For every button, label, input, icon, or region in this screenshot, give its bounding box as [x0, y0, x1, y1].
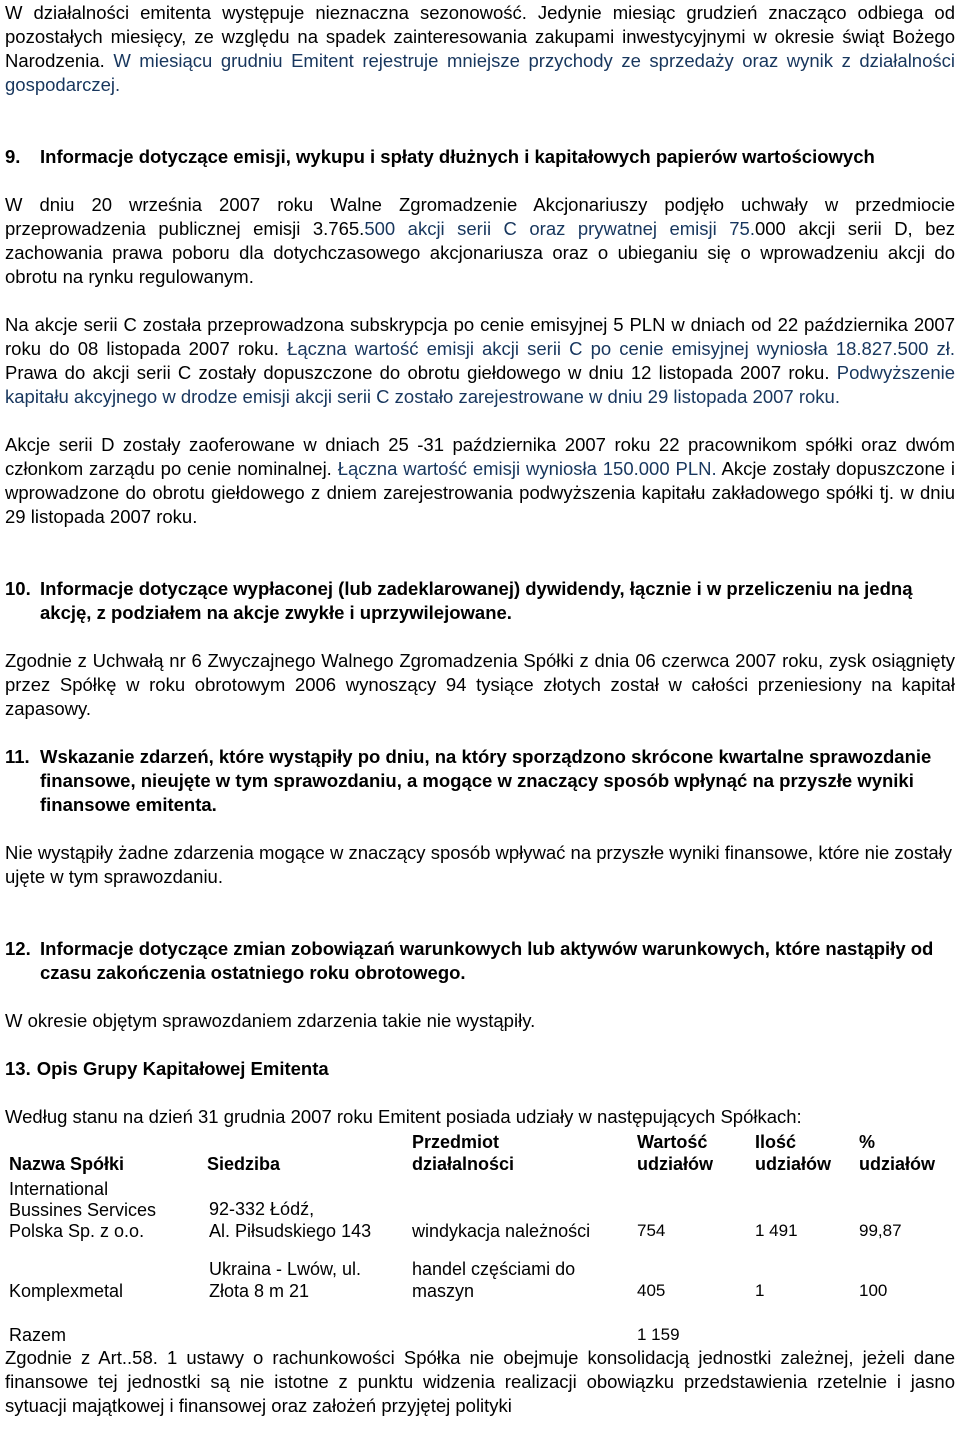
s9-p3-a: Akcje serii D zostały zaoferowane w dniach 25 -31 października 2007 roku 22 pracownikom spółki oraz dwóm członkom zarządu po cenie nominalnej. — [5, 434, 955, 479]
cell-activity: handel częściami do maszyn — [412, 1259, 576, 1301]
total-label: Razem — [9, 1325, 67, 1345]
section-9-title: Informacje dotyczące emisji, wykupu i spłaty dłużnych i kapitałowych papierów wartościowych — [40, 146, 875, 167]
header-pct: % udziałów — [859, 1132, 935, 1174]
section-11-heading — [5, 745, 955, 817]
intro-text-1: W działalności emitenta występuje nieznaczna sezonowość. Jedynie miesiąc grudzień znacząco odbiega od pozostałych miesięcy, ze względu na spadek zainteresowania zakupami inwestycyjnymi w okresie świąt Bożego Narodzenia. — [5, 2, 955, 71]
total-value: 1 159 — [637, 1325, 680, 1344]
cell-value: 405 — [637, 1281, 666, 1300]
section-9-paragraph-2 — [5, 313, 955, 409]
s9-p2-c: Prawa do akcji serii C zostały dopuszczone do obrotu giełdowego w dniu 12 listopada 2007 roku. — [5, 362, 830, 383]
s9-p3-b: Łączna wartość emisji wyniosła 150.000 PLN. — [337, 458, 717, 479]
header-name: Nazwa Spółki — [9, 1154, 125, 1174]
total-empty-1 — [203, 1302, 408, 1346]
header-value: Wartość udziałów — [637, 1132, 713, 1174]
section-13-paragraph-1: Według stanu na dzień 31 grudnia 2007 roku Emitent posiada udziały w następujących Spółkach: — [5, 1106, 802, 1127]
cell-seat: 92-332 Łódź, Al. Piłsudskiego 143 — [209, 1199, 372, 1241]
section-9-number: 9. — [5, 146, 21, 167]
subsidiaries-table — [5, 1131, 955, 1346]
header-seat: Siedziba — [207, 1154, 281, 1174]
table-header-row — [5, 1131, 955, 1175]
section-9-paragraph-1 — [5, 193, 955, 289]
section-10-paragraph: Zgodnie z Uchwałą nr 6 Zwyczajnego Walnego Zgromadzenia Spółki z dnia 06 czerwca 2007 roku, zysk osiągnięty przez Spółkę w roku obrotowym 2006 wynoszący 94 tysiące złotych został w całości przeniesiony na kapitał zapasowy. — [5, 650, 955, 719]
section-11-paragraph: Nie wystąpiły żadne zdarzenia mogące w znaczący sposób wpływać na przyszłe wyniki finansowe, które nie zostały ujęte w tym sprawozdaniu. — [5, 842, 953, 887]
s9-p2-b: Łączna wartość emisji akcji serii C po cenie emisyjnej wyniosła 18.827.500 zł. — [287, 338, 956, 359]
cell-name: Komplexmetal — [9, 1281, 124, 1301]
table-total-row — [5, 1302, 955, 1346]
s9-p3-c: Akcje zostały dopuszczone i wprowadzone do obrotu giełdowego z dniem zarejestrowania podwyższenia kapitału zakładowego spółki tj. w dniu 29 listopada 2007 roku. — [5, 458, 956, 527]
s9-p1-c: 000 akcji serii D, bez zachowania prawa poboru dla dotychczasowego akcjonariusza oraz o ubieganiu się o wprowadzeniu akcji do obrotu na rynku regulowanym. — [5, 218, 955, 287]
section-12-paragraph: W okresie objętym sprawozdaniem zdarzenia takie nie wystąpiły. — [5, 1010, 536, 1031]
section-10-title: Informacje dotyczące wypłaconej (lub zadeklarowanej) dywidendy, łącznie i w przeliczeniu na jedną akcję, z podziałem na akcje zwykłe i uprzywilejowane. — [40, 578, 913, 623]
cell-seat: Ukraina - Lwów, ul. Złota 8 m 21 — [209, 1259, 362, 1301]
cell-pct: 99,87 — [859, 1221, 902, 1240]
total-empty-4 — [855, 1302, 955, 1346]
cell-pct: 100 — [859, 1281, 888, 1300]
intro-paragraph — [5, 0, 955, 97]
section-13-heading — [5, 1057, 955, 1081]
section-9-paragraph-3 — [5, 433, 955, 529]
s9-p1-b: 500 akcji serii C oraz prywatnej emisji 75. — [364, 218, 755, 239]
table-row — [5, 1242, 955, 1302]
section-11-number: 11. — [5, 746, 30, 767]
section-12-heading — [5, 937, 955, 985]
total-empty-2 — [408, 1302, 633, 1346]
cell-activity: windykacja należności — [412, 1221, 591, 1241]
section-13-number: 13. — [5, 1058, 31, 1079]
section-12-title: Informacje dotyczące zmian zobowiązań warunkowych lub aktywów warunkowych, które nastąpiły od czasu zakończenia ostatniego roku obrotowego. — [40, 938, 934, 983]
cell-qty: 1 491 — [755, 1221, 798, 1240]
section-9-heading — [5, 145, 955, 169]
cell-name: International Bussines Services Polska Sp. z o.o. — [9, 1179, 157, 1241]
section-12-number: 12. — [5, 938, 31, 959]
section-13-paragraph-2: Zgodnie z Art..58. 1 ustawy o rachunkowości Spółka nie obejmuje konsolidacją jednostki zależnej, jeżeli dane finansowe tej jednostki są nie istotne z punktu widzenia realizacji obowiązku przedstawienia rzetelnie i jasno sytuacji majątkowej i finansowej oraz założeń przyjętej polityki — [5, 1347, 955, 1416]
total-empty-3 — [751, 1302, 855, 1346]
s9-p1-a: W dniu 20 września 2007 roku Walne Zgromadzenie Akcjonariuszy podjęło uchwały w przedmiocie przeprowadzenia publicznej emisji 3.765. — [5, 194, 955, 239]
intro-text-2: W miesiącu grudniu Emitent rejestruje mniejsze przychody ze sprzedaży oraz wynik z działalności gospodarczej. — [5, 50, 955, 95]
cell-value: 754 — [637, 1221, 666, 1240]
section-11-title: Wskazanie zdarzeń, które wystąpiły po dniu, na który sporządzono skrócone kwartalne sprawozdanie finansowe, nieujęte w tym sprawozdaniu, a mogące w znaczący sposób wpłynąć na przyszłe wyniki finansowe emitenta. — [40, 746, 932, 815]
s9-p2-a: Na akcje serii C została przeprowadzona subskrypcja po cenie emisyjnej 5 PLN w dniach od 22 października 2007 roku do 08 listopada 2007 roku. — [5, 314, 955, 359]
cell-qty: 1 — [755, 1281, 765, 1300]
header-activity: Przedmiot działalności — [412, 1132, 515, 1174]
section-13-title: Opis Grupy Kapitałowej Emitenta — [36, 1058, 329, 1079]
table-row — [5, 1175, 955, 1242]
header-qty: Ilość udziałów — [755, 1132, 831, 1174]
section-10-heading — [5, 577, 955, 625]
s9-p2-d: Podwyższenie kapitału akcyjnego w drodze emisji akcji serii C zostało zarejestrowane w dniu 29 listopada 2007 roku. — [5, 362, 956, 407]
section-10-number: 10. — [5, 578, 31, 599]
